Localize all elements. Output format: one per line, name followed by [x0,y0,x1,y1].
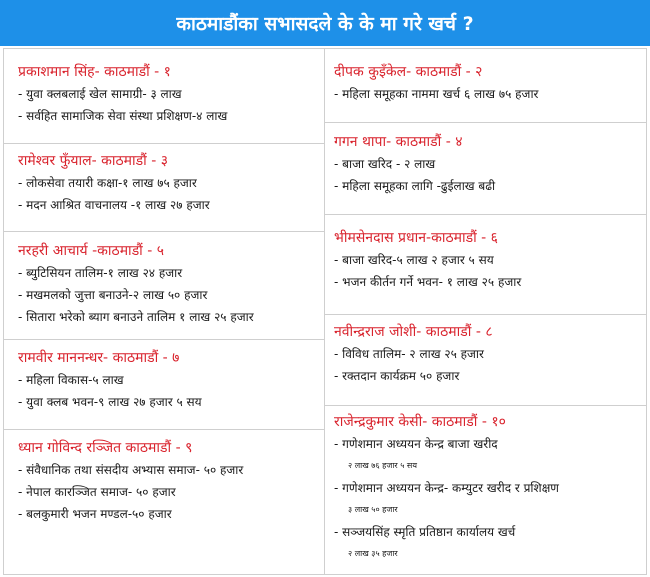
expense-item: - मखमलको जुत्ता बनाउने-२ लाख ५० हजार [18,288,208,302]
mp-block-kathmandu-8 [334,321,639,387]
expense-item: - मदन आश्रित वाचनालय -१ लाख २७ हजार [18,198,210,212]
mp-name: रामेश्वर फुँयाल- काठमाडौं - ३ [18,153,169,169]
expense-amount: ३ लाख ५० हजार [348,505,398,514]
mp-block-kathmandu-7 [18,347,318,413]
mp-name: प्रकाशमान सिंह- काठमाडौं - १ [18,64,171,80]
expense-item: - बाजा खरिद-५ लाख २ हजार ५ सय [334,253,494,267]
expense-item: - ब्युटिसियन तालिम-१ लाख २४ हजार [18,266,183,280]
section-divider [325,405,646,406]
mp-block-kathmandu-2 [334,61,639,105]
expense-item: - भजन कीर्तन गर्ने भवन- १ लाख २५ हजार [334,275,522,289]
page-title: काठमाडौंका सभासदले के के मा गरे खर्च ? [176,13,474,35]
mp-block-kathmandu-5 [18,240,318,328]
mp-block-kathmandu-6 [334,227,639,293]
mp-name: रामवीर माननन्धर- काठमाडौं - ७ [18,350,180,366]
expense-item: - युवा क्लबलाई खेल सामाग्री- ३ लाख [18,87,182,101]
expense-item: - बलकुमारी भजन मण्डल-५० हजार [18,507,172,521]
expense-item: - महिला समूहका नाममा खर्च ६ लाख ७५ हजार [334,87,539,101]
section-divider [325,122,646,123]
expense-item: - गणेशमान अध्ययन केन्द्र- कम्युटर खरीद र प्रशिक्षण [334,481,559,495]
expense-item: - गणेशमान अध्ययन केन्द्र बाजा खरीद [334,437,498,451]
mp-block-kathmandu-1 [18,61,318,127]
expense-item: - सञ्जयसिंह स्मृति प्रतिष्ठान कार्यालय खर्च [334,525,516,539]
section-divider [4,429,324,430]
mp-name: नवीन्द्रराज जोशी- काठमाडौं - ८ [334,324,493,340]
expense-item: - लोकसेवा तयारी कक्षा-१ लाख ७५ हजार [18,176,197,190]
mp-name: भीमसेनदास प्रधान-काठमाडौं - ६ [334,230,498,246]
expense-item: - संवैधानिक तथा संसदीय अभ्यास समाज- ५० हजार [18,463,244,477]
expense-item: - रक्तदान कार्यक्रम ५० हजार [334,369,460,383]
mp-name: गगन थापा- काठमाडौं - ४ [334,134,463,150]
expense-amount: २ लाख ३५ हजार [348,549,398,558]
expense-item: - नेपाल कारञ्जित समाज- ५० हजार [18,485,176,499]
expense-item: - युवा क्लब भवन-९ लाख २७ हजार ५ सय [18,395,202,409]
expense-item: - सर्वहित सामाजिक सेवा संस्था प्रशिक्षण-४ लाख [18,109,228,123]
column-divider [324,49,325,574]
expense-item: - महिला विकास-५ लाख [18,373,124,387]
mp-name: नरहरी आचार्य -काठमाडौं - ५ [18,243,165,259]
content-frame [3,48,647,575]
expense-item: - सितारा भरेको ब्याग बनाउने तालिम १ लाख २५ हजार [18,310,254,324]
expense-item: - महिला समूहका लागि -ढुईलाख बढी [334,179,496,193]
mp-name: ध्यान गोविन्द रञ्जित काठमाडौं - ९ [18,440,193,456]
mp-block-kathmandu-10 [334,411,639,565]
expense-item: - विविध तालिम- २ लाख २५ हजार [334,347,484,361]
section-divider [4,231,324,232]
mp-block-kathmandu-9 [18,437,318,525]
mp-block-kathmandu-3 [18,150,318,216]
header-banner [0,0,650,46]
mp-name: दीपक कुइँकेल- काठमाडौं - २ [334,64,483,80]
section-divider [4,143,324,144]
section-divider [325,214,646,215]
mp-block-kathmandu-4 [334,131,639,197]
section-divider [4,339,324,340]
expense-item: - बाजा खरिद - २ लाख [334,157,436,171]
section-divider [325,314,646,315]
expense-amount: २ लाख ७६ हजार ५ सय [348,461,417,470]
mp-name: राजेन्द्रकुमार केसी- काठमाडौं - १० [334,414,506,430]
